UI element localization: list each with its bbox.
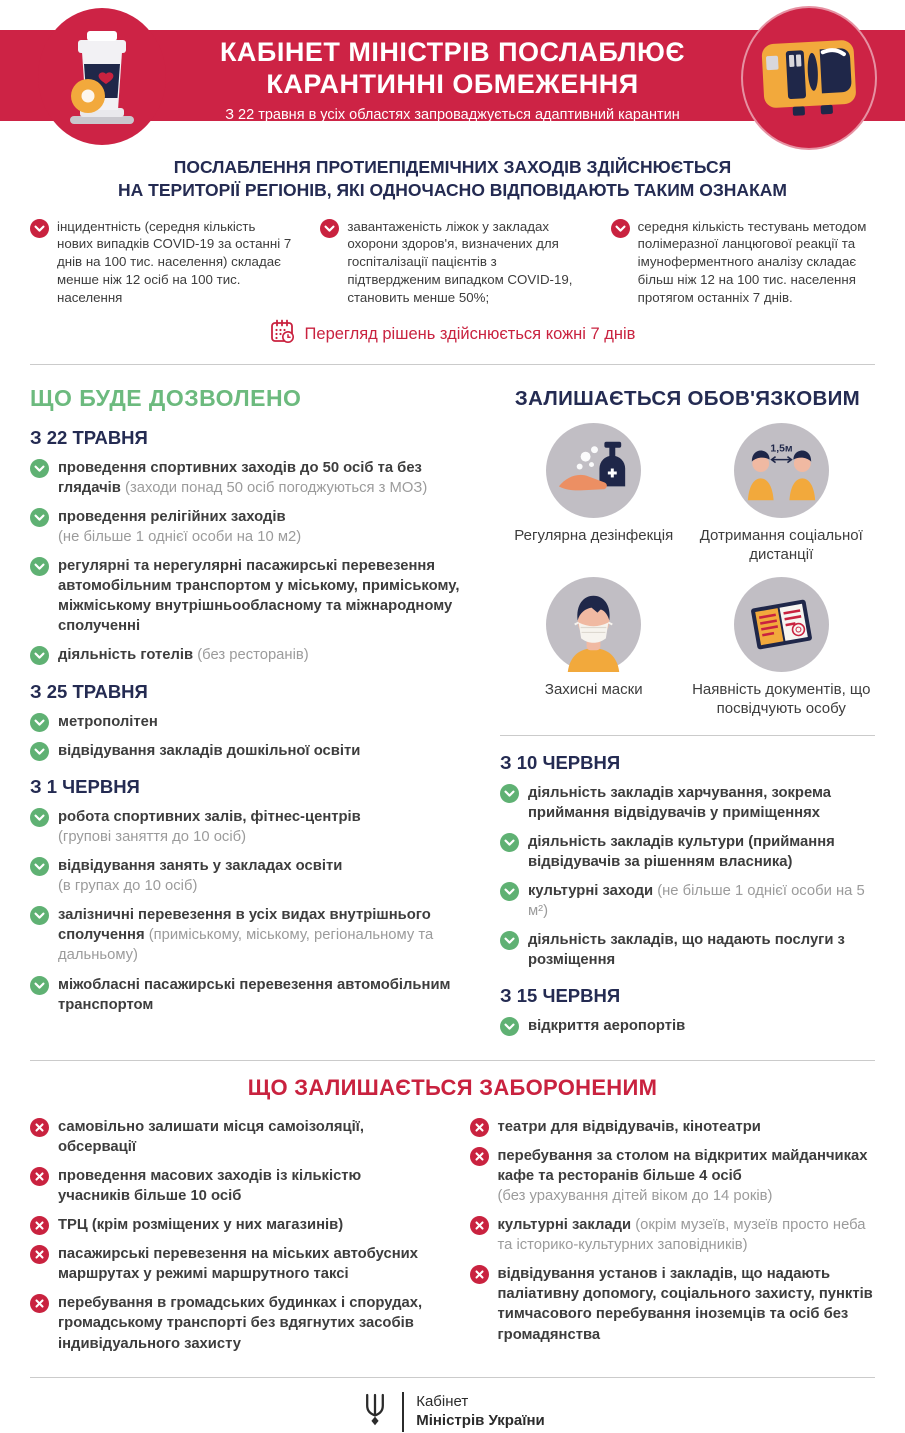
allowed-date-0: З 22 ТРАВНЯ: [30, 426, 148, 448]
page-subtitle: З 22 травня в усіх областях запроваджується адаптивний карантин: [225, 107, 680, 124]
item-text: самовільно залишати місця самоізоляції, обсервації: [58, 1118, 364, 1155]
forbidden-right: [470, 1117, 876, 1363]
allowed-item: [30, 712, 466, 732]
item-text: пасажирські перевезення на міських автобусних маршрутах у режимі маршрутного таксі: [58, 1246, 418, 1283]
check-circle-icon: [30, 508, 49, 527]
criteria-heading: [18, 156, 887, 202]
item-text: театри для відвідувачів, кінотеатри: [497, 1118, 761, 1135]
footer-org-line2: Міністрів України: [416, 1412, 545, 1430]
mandatory-item: [500, 930, 875, 970]
item-text: діяльність закладів культури (приймання відвідувачів за рішенням власника): [528, 833, 835, 870]
coffee-cup-donut-icon: [54, 16, 150, 137]
item-note: (окрім музеїв, музеїв просто неба та історико-культурних заповідників): [497, 1216, 866, 1254]
chevron-circle-icon: [30, 219, 49, 238]
social-distance-icon: [734, 423, 829, 518]
chevron-circle-icon: [320, 219, 339, 238]
item-note: (групові заняття до 10 осіб): [58, 828, 247, 845]
item-text: культурні заходи: [528, 883, 654, 899]
divider: [30, 364, 875, 365]
item-text: перебування за столом на відкритих майданчиках кафе та ресторанів більше 4 осіб: [497, 1147, 868, 1184]
mandatory-item: [500, 1016, 875, 1036]
item-text: міжобласні пасажирські перевезення автомобільним транспортом: [58, 976, 451, 1013]
mandatory-item: [500, 832, 875, 872]
check-circle-icon: [500, 784, 519, 803]
item-note: (заходи понад 50 осіб погоджуються з МОЗ): [125, 479, 428, 496]
item-note: (приміському, міському, регіональному та дальньому): [58, 927, 434, 964]
badge-label: Захисні маски: [544, 680, 643, 698]
forbidden-item: [30, 1215, 436, 1235]
distance-label: 1,5м: [770, 443, 793, 455]
item-text: діяльність готелів: [58, 647, 194, 664]
forbidden-item: [30, 1166, 436, 1206]
item-text: проведення релігійних заходів: [58, 508, 286, 525]
allowed-item: [30, 507, 466, 547]
check-circle-icon: [30, 857, 49, 876]
divider: [30, 1377, 875, 1378]
check-circle-icon: [30, 713, 49, 732]
main-columns: [0, 379, 905, 1046]
cross-circle-icon: [30, 1245, 49, 1264]
divider: [500, 735, 875, 736]
forbidden-item: [30, 1117, 436, 1157]
calendar-clock-icon: [270, 319, 296, 350]
criteria-item: [30, 218, 294, 307]
forbidden-columns: [0, 1117, 905, 1363]
item-text: діяльність закладів, що надають послуги з розміщення: [528, 932, 845, 969]
allowed-column: [30, 379, 466, 1046]
item-text: діяльність закладів харчування, зокрема приймання відвідувачів у приміщеннях: [528, 784, 831, 821]
item-text: ТРЦ (крім розміщених у них магазинів): [58, 1216, 344, 1233]
check-circle-icon: [30, 459, 49, 478]
mandatory-column: [500, 379, 875, 1046]
item-note: (без урахування дітей віком до 14 років): [497, 1187, 773, 1204]
forbidden-item: [30, 1244, 436, 1284]
forbidden-item: [470, 1117, 876, 1137]
hand-sanitizer-icon: [546, 423, 641, 518]
badge-label: Дотримання соціальної дистанції: [699, 526, 863, 564]
allowed-item: [30, 556, 466, 636]
footer-org-line1: Кабінет: [416, 1393, 469, 1411]
check-circle-icon: [30, 808, 49, 827]
item-text: робота спортивних залів, фітнес-центрів: [58, 808, 361, 825]
allowed-item: [30, 458, 466, 498]
cross-circle-icon: [30, 1118, 49, 1137]
check-circle-icon: [30, 646, 49, 665]
allowed-date-1: З 25 ТРАВНЯ: [30, 680, 148, 702]
badge-label: Регулярна дезінфекція: [514, 526, 674, 544]
forbidden-item: [470, 1215, 876, 1255]
criteria-heading-line1: ПОСЛАБЛЕННЯ ПРОТИЕПІДЕМІЧНИХ ЗАХОДІВ ЗДІЙСНЮЄТЬСЯ: [173, 157, 732, 177]
criteria-item: [611, 218, 875, 307]
item-text: відкриття аеропортів: [528, 1018, 686, 1035]
header-right-badge: [741, 6, 877, 150]
item-text: відвідування закладів дошкільної освіти: [58, 742, 361, 759]
criteria-text: завантаженість ліжок у закладах охорони здоров'я, визначених для госпіталізації пацієнтів з підтвердженим випадком COVID-19, становить менше 50%;: [347, 218, 573, 305]
header-text: [180, 37, 725, 123]
mandatory-badge: [545, 577, 643, 719]
footer: [0, 1392, 905, 1433]
allowed-item: [30, 905, 466, 965]
allowed-title: ЩО БУДЕ ДОЗВОЛЕНО: [30, 384, 302, 411]
header: [0, 0, 905, 150]
divider: [30, 1060, 875, 1061]
criteria-list: [30, 218, 875, 307]
allowed-item: [30, 807, 466, 847]
forbidden-item: [30, 1293, 436, 1353]
check-circle-icon: [500, 1017, 519, 1036]
check-circle-icon: [500, 833, 519, 852]
item-note: (не більше 1 однієї особи на 5 м²): [528, 883, 865, 920]
criteria-heading-line2: НА ТЕРИТОРІЇ РЕГІОНІВ, ЯКІ ОДНОЧАСНО ВІДПОВІДАЮТЬ ТАКИМ ОЗНАКАМ: [118, 179, 787, 200]
mandatory-date-0: З 10 ЧЕРВНЯ: [500, 751, 621, 773]
check-circle-icon: [500, 931, 519, 950]
allowed-item: [30, 856, 466, 896]
check-circle-icon: [500, 882, 519, 901]
cross-circle-icon: [470, 1147, 489, 1166]
footer-divider: [402, 1392, 404, 1432]
mandatory-item: [500, 881, 875, 921]
train-icon: [757, 28, 861, 129]
forbidden-item: [470, 1146, 876, 1206]
forbidden-title: ЩО ЗАЛИШАЄТЬСЯ ЗАБОРОНЕНИМ: [247, 1074, 658, 1100]
cross-circle-icon: [30, 1216, 49, 1235]
badge-label: Наявність документів, що посвідчують особу: [692, 680, 871, 718]
item-text: культурні заклади: [497, 1216, 632, 1233]
chevron-circle-icon: [611, 219, 630, 238]
check-circle-icon: [30, 976, 49, 995]
trident-icon: [360, 1392, 390, 1433]
item-text: проведення спортивних заходів до 50 осіб та без глядачів: [58, 459, 422, 496]
face-mask-icon: [546, 577, 641, 672]
mandatory-grid: [500, 423, 875, 719]
criteria-item: [320, 218, 584, 307]
header-left-badge: [38, 8, 166, 145]
forbidden-item: [470, 1264, 876, 1344]
item-text: залізничні перевезення в усіх видах внутрішнього сполучення: [58, 907, 431, 944]
mandatory-title: ЗАЛИШАЄТЬСЯ ОБОВ'ЯЗКОВИМ: [514, 386, 861, 410]
allowed-item: [30, 975, 466, 1015]
cross-circle-icon: [470, 1216, 489, 1235]
item-note: (в групах до 10 осіб): [58, 878, 198, 895]
check-circle-icon: [30, 742, 49, 761]
mandatory-item: [500, 783, 875, 823]
criteria-text: інцидентність (середня кількість нових випадків COVID-19 за останні 7 днів на 100 тис. населення) складає менше ніж 12 осіб на 100 тис. населення: [57, 218, 292, 305]
check-circle-icon: [30, 906, 49, 925]
cross-circle-icon: [30, 1294, 49, 1313]
allowed-item: [30, 645, 466, 665]
item-text: регулярні та нерегулярні пасажирські перевезення автомобільним транспортом у міському, приміському, міжміському внутрішньообласному та міжнародному сполученні: [58, 558, 460, 635]
mandatory-badge: [514, 423, 673, 565]
page-title-line1: КАБІНЕТ МІНІСТРІВ ПОСЛАБЛЮЄ: [219, 37, 686, 67]
item-text: відвідування установ і закладів, що надають паліативну допомогу, соціального захисту, пунктів тимчасового перебування іноземців та осіб без громадянства: [497, 1266, 873, 1343]
page-title-line2: КАРАНТИННІ ОБМЕЖЕННЯ: [266, 68, 639, 99]
check-circle-icon: [30, 557, 49, 576]
mandatory-date-1: З 15 ЧЕРВНЯ: [500, 985, 621, 1007]
id-document-icon: [734, 577, 829, 672]
item-text: проведення масових заходів із кількістю учасників більше 10 осіб: [58, 1167, 362, 1204]
cross-circle-icon: [470, 1118, 489, 1137]
item-note: (без ресторанів): [197, 647, 309, 664]
item-note: (не більше 1 однієї особи на 10 м2): [58, 528, 302, 545]
item-text: відвідування занять у закладах освіти: [58, 857, 343, 874]
page-title: [180, 37, 725, 100]
review-note: [0, 319, 905, 350]
cross-circle-icon: [470, 1265, 489, 1284]
cross-circle-icon: [30, 1167, 49, 1186]
allowed-item: [30, 741, 466, 761]
item-text: перебування в громадських будинках і спорудах, громадському транспорті без вдягнутих засобів індивідуального захисту: [58, 1295, 423, 1352]
item-text: метрополітен: [58, 713, 158, 730]
forbidden-left: [30, 1117, 436, 1363]
footer-org: [416, 1393, 545, 1431]
criteria-text: середня кількість тестувань методом полімеразної ланцюгової реакції та імуноферментного аналізу складає більш ніж 12 на 100 тис. населення протягом останніх 7 днів.: [637, 218, 867, 305]
mandatory-badge: [688, 577, 876, 719]
allowed-date-2: З 1 ЧЕРВНЯ: [30, 775, 140, 797]
review-note-text: Перегляд рішень здійснюється кожні 7 днів: [304, 324, 636, 343]
mandatory-badge: [688, 423, 876, 565]
